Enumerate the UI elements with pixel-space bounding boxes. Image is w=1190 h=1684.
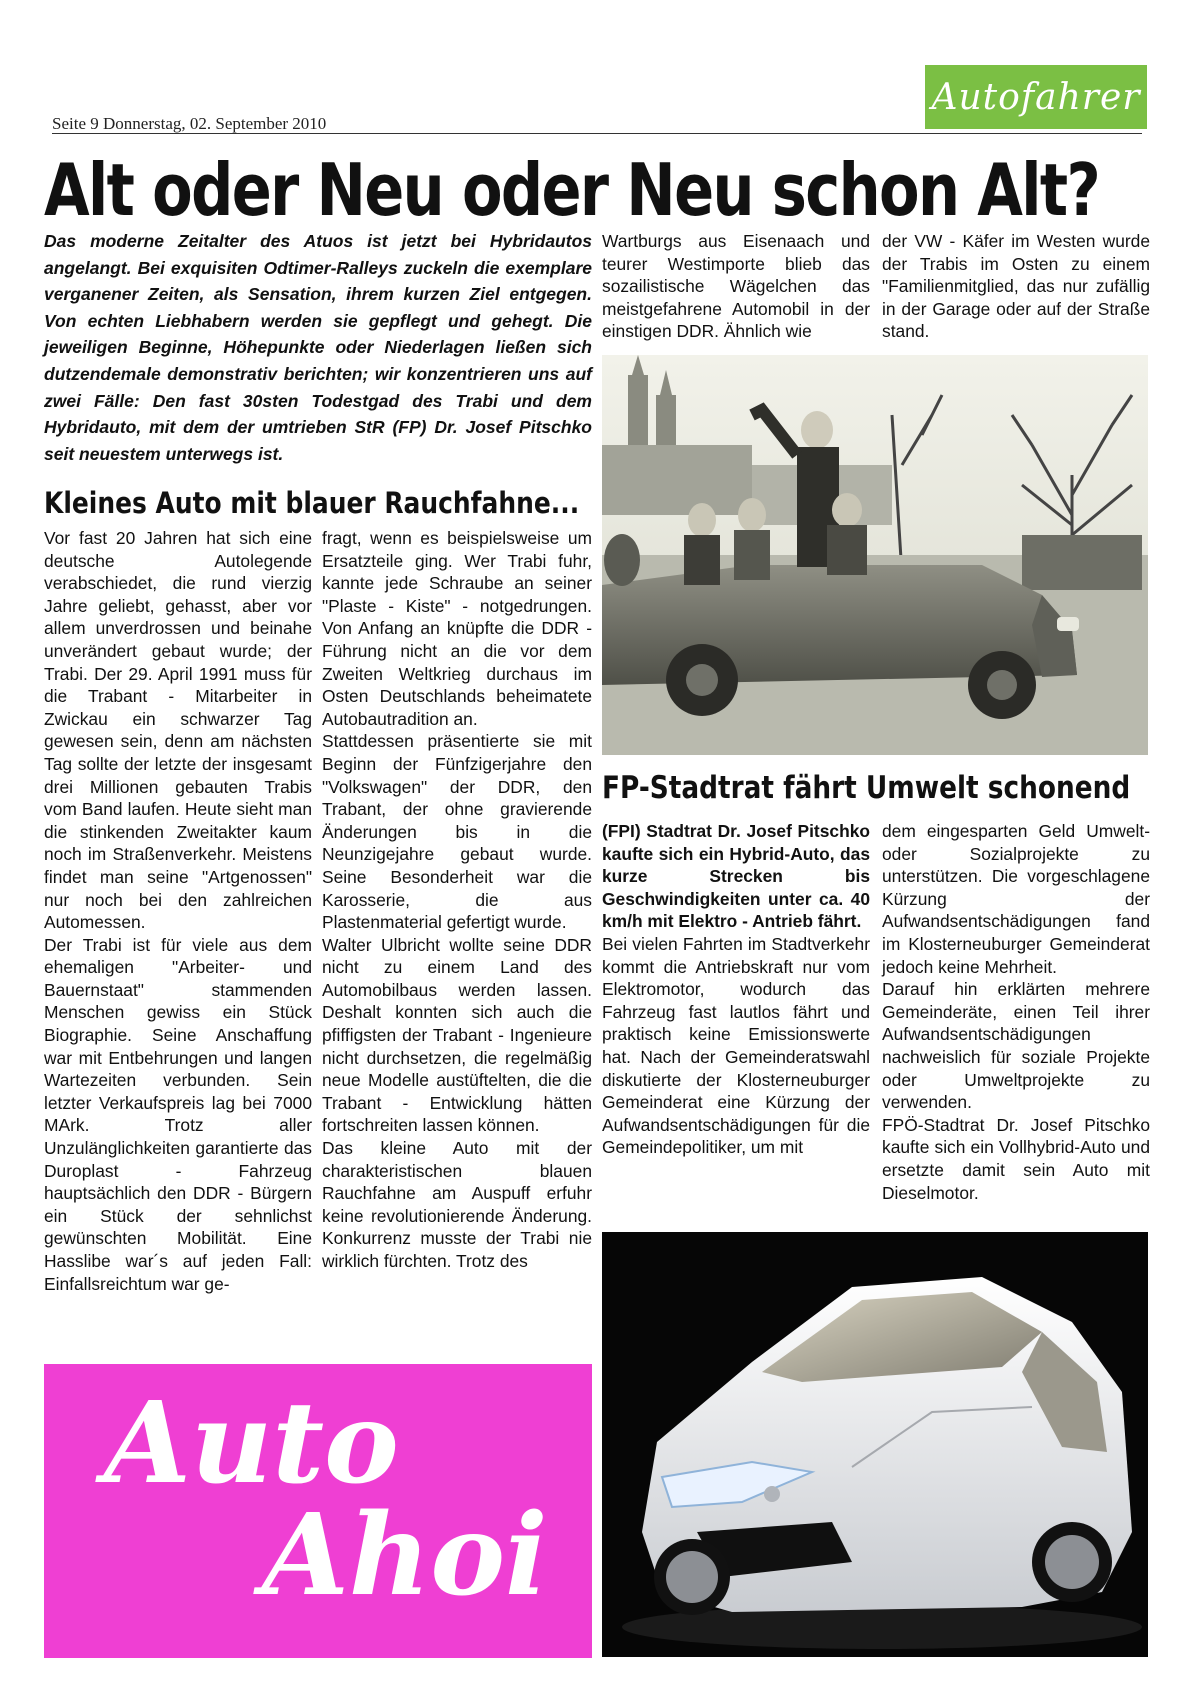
article2-paragraph: FPÖ-Stadtrat Dr. Josef Pitschko kaufte sich ein Vollhybrid-Auto und ersetzte damit sein Auto mit Dieselmotor. (882, 1114, 1150, 1203)
article1-paragraph: Wartburgs aus Eisenaach und teurer Westimporte blieb das sozailistische Wägelchen das meistgefahrene Automobil in der einstigen DDR. Ähnlich wie (602, 231, 870, 342)
promo-word-2: Ahoi (262, 1490, 548, 1621)
header-divider (52, 133, 1142, 134)
article1-subheading: Kleines Auto mit blauer Rauchfahne... (44, 486, 580, 520)
headline: Alt oder Neu oder Neu schon Alt? (44, 148, 1100, 232)
article1-column-1 (44, 527, 312, 1295)
article1-paragraph: Der Trabi ist für viele aus dem ehemaligen "Arbeiter- und Bauernstaat" stammenden Menschen gewiss ein Stück Biographie. Seine Anschaffung war mit Entbehrungen und langen Wartezeiten verbunden. Sein letzter Verkaufspreis lag bei 7000 MArk. Trotz aller Unzulänglichkeiten garantierte das Duroplast - Fahrzeug hauptsächlich den DDR - Bürgern ein Stück der sehnlichst gewünschten Mobilität. Eine Hasslibe war´s auf jeden Fall: Einfallsreichtum war ge- (44, 934, 312, 1294)
article1-column-4 (882, 230, 1150, 343)
intro-paragraph: Das moderne Zeitalter des Atuos ist jetzt bei Hybridautos angelangt. Bei exquisiten Odtimer-Ralleys zuckeln die exemplare verganener Zeiten, als Sensation, ihrem kurzen Ziel entgegen. Von echten Liebhabern werden sie gepflegt und gehegt. Die jeweiligen Beginne, Höhepunkte oder Niederlagen ließen sich dutzendemale demonstrativ berichten; wir konzentrieren uns auf zwei Fälle: Den fast 30sten Todestgad des Trabi und dem Hybridauto, mit dem der umtrieben StR (FP) Dr. Josef Pitschko seit neuestem unterwegs ist. (44, 231, 592, 464)
article2-subheading: FP-Stadtrat fährt Umwelt schonend (602, 770, 1131, 806)
promo-word-1: Auto (104, 1378, 399, 1509)
article1-paragraph: Walter Ulbricht wollte seine DDR nicht zu einem Land des Automobilbaus werden lassen. Deshalt konnten sich auch die pfiffigsten der Trabant - Ingenieure nicht durchsetzen, die regelmäßig neue Modelle austüftelten, die die Trabant - Entwicklung hätten fortschreiten lassen können. (322, 934, 592, 1136)
article1-paragraph: Das kleine Auto mit der charakteristischen blauen Rauchfahne am Auspuff erfuhr keine revolutionierende Änderung. Konkurrenz musste der Trabi nie wirklich fürchten. Trotz des (322, 1138, 592, 1271)
section-badge (925, 65, 1147, 129)
article2-column-2 (882, 820, 1150, 1204)
article1-paragraph: fragt, wenn es beispielsweise um Ersatzteile ging. Wer Trabi fuhr, kannte jede Schraube an seiner "Plaste - Kiste" - notgedrungen. Von Anfang an knüpfte die DDR - Führung nicht an die vor dem Zweiten Weltkrieg durchaus im Osten Deutschlands beheimatete Autobautradition an. (322, 528, 592, 729)
hybrid-car-illustration (602, 1232, 1148, 1657)
article1-paragraph: der VW - Käfer im Westen wurde der Trabis im Osten zu einem "Familienmitglied, das nur zufällig in der Garage oder auf der Straße stand. (882, 231, 1150, 342)
article1-paragraph: Stattdessen präsentierte sie mit Beginn der Fünfzigerjahre den "Volkswagen" der DDR, den Trabant, der ohne gravierende Änderungen bis in die Neunzigejahre gebaut wurde. Seine Besonderheit war die Karosserie, die aus Plastenmaterial gefertigt wurde. (322, 731, 592, 933)
article2-lead: (FPI) Stadtrat Dr. Josef Pitschko kaufte sich ein Hybrid-Auto, das kurze Strecken bis Geschwindigkeiten unter ca. 40 km/h mit Elektro - Antrieb fährt. (602, 821, 870, 932)
hybrid-car-photo (602, 1232, 1148, 1657)
article2-paragraph: Bei vielen Fahrten im Stadtverkehr kommt die Antriebskraft nur vom Elektromotor, wodurch das Fahrzeug fast lautlos fährt und praktisch keine Emissionswerte hat. Nach der Gemeinderatswahl diskutierte der Klosterneuburger Gemeinderat eine Kürzung der Aufwandsentschädigungen für die Gemeindepolitiker, um mit (602, 933, 870, 1158)
section-title: Autofahrer (931, 76, 1141, 118)
article2-paragraph: Darauf hin erklärten mehrere Gemeinderäte, einen Teil ihrer Aufwandsentschädigungen nachweislich für soziale Projekte oder Umweltprojekte zu verwenden. (882, 979, 1150, 1113)
article2-column-1 (602, 820, 870, 1230)
trabi-photo (602, 355, 1148, 755)
promo-box-auto-ahoi (44, 1364, 592, 1658)
article1-paragraph: Vor fast 20 Jahren hat sich eine deutsche Autolegende verabschiedet, die rund vierzig Jahre geliebt, gehasst, aber vor allem unverdrossen und beinahe unverändert gebaut wurde; der Trabi. Der 29. April 1991 muss für die Trabant - Mitarbeiter in Zwickau ein schwarzer Tag gewesen sein, denn am nächsten Tag sollte der letzte der insgesamt drei Millionen gebauten Trabis vom Band laufen. Heute sieht man die stinkenden Zweitakter kaum noch im Straßenverkehr. Meistens findet man seine "Artgenossen" nur noch bei den zahlreichen Automessen. (44, 528, 312, 933)
article1-column-2 (322, 527, 592, 1273)
page-meta: Seite 9 Donnerstag, 02. September 2010 (52, 114, 327, 133)
article2-paragraph: dem eingesparten Geld Umwelt- oder Sozialprojekte zu unterstützen. Die vorgeschlagene Kürzung der Aufwandsentschädigungen fand im Klosterneuburger Gemeinderat jedoch keine Mehrheit. (882, 821, 1150, 977)
trabi-photo-illustration (602, 355, 1148, 755)
article1-column-3 (602, 230, 870, 343)
